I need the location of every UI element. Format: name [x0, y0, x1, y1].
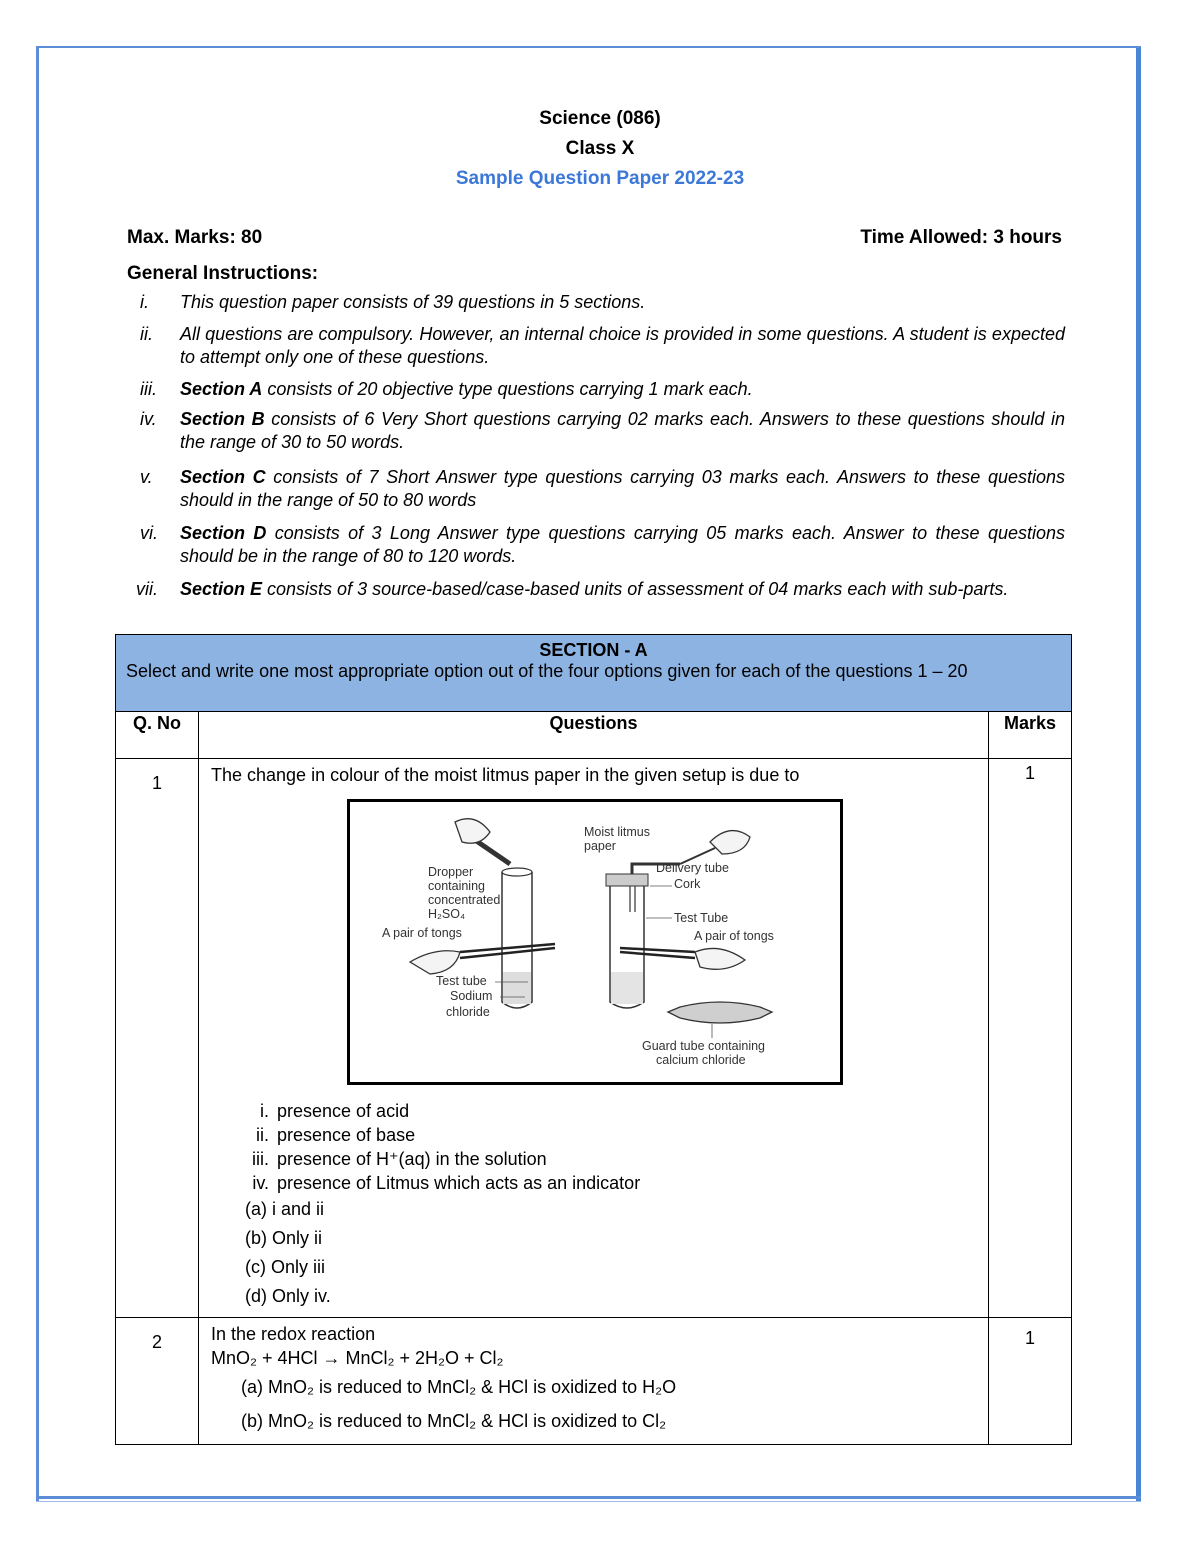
chemical-equation: MnO₂ + 4HCl → MnCl₂ + 2H₂O + Cl₂: [211, 1348, 504, 1368]
question-marks: 1: [989, 1318, 1072, 1445]
table-row: [116, 1318, 1072, 1445]
label-guard-tube: Guard tube containing: [641, 1039, 765, 1053]
list-item: i. presence of acid: [260, 1101, 410, 1121]
list-item: iv. presence of Litmus which acts as an indicator: [252, 1173, 641, 1193]
label-dropper: Dropper: [427, 865, 473, 879]
label-containing: containing: [427, 879, 485, 893]
left-tube-mouth: [502, 868, 532, 876]
page-border-right: [1136, 46, 1141, 1502]
section-header: [116, 635, 1072, 712]
label-test-tube-left: Test tube: [435, 974, 487, 988]
question-number: 1: [116, 759, 199, 1318]
label-moist-litmus: Moist litmus: [583, 825, 650, 839]
label-paper: paper: [583, 839, 616, 853]
option-item: (d) Only iv.: [245, 1286, 331, 1306]
section-title: SECTION - A: [539, 640, 648, 660]
page-border-left: [36, 46, 39, 1502]
label-h2so4: H₂SO₄: [427, 907, 465, 921]
col-questions: Questions: [199, 712, 989, 759]
paper-title: Sample Question Paper 2022-23: [455, 168, 745, 189]
question-body: [199, 759, 989, 1318]
instruction-item: vii. Section E consists of 3 source-based/case-based units of assessment of 04 marks each with sub-parts.: [136, 579, 1009, 599]
label-chloride: chloride: [445, 1005, 490, 1019]
label-sodium: Sodium: [449, 989, 492, 1003]
subject-title: Science (086): [539, 108, 661, 129]
instruction-item: v. Section C consists of 7 Short Answer type questions carrying 03 marks each. Answers to these questions should in the range of 50 to 80 words: [140, 467, 1065, 510]
col-marks: Marks: [989, 712, 1072, 759]
question-marks: 1: [989, 759, 1072, 1318]
right-tongs: [620, 948, 695, 958]
table-row: [116, 759, 1072, 1318]
label-test-tube-right: Test Tube: [673, 911, 728, 925]
right-tube-fill: [611, 972, 643, 1004]
instruction-item: i. This question paper consists of 39 questions in 5 sections.: [140, 292, 646, 312]
guard-tube: [668, 1002, 772, 1023]
label-calcium-chloride: calcium chloride: [655, 1053, 746, 1067]
question-body: [199, 1318, 989, 1445]
cork: [606, 874, 648, 886]
experiment-figure: [347, 799, 843, 1085]
statement-list: [231, 1099, 978, 1195]
col-qno: Q. No: [116, 712, 199, 759]
label-concentrated: concentrated: [427, 893, 500, 907]
right-hand-bottom: [695, 948, 745, 969]
class-title: Class X: [565, 138, 635, 159]
label-tongs-right: A pair of tongs: [693, 929, 774, 943]
list-item: iii. presence of H⁺(aq) in the solution: [252, 1149, 547, 1169]
left-tongs: [460, 944, 555, 958]
time-allowed: Time Allowed: 3 hours: [860, 227, 1062, 248]
experiment-diagram: [350, 802, 840, 1082]
left-hand-bottom: [410, 951, 460, 974]
dropper: [475, 840, 510, 864]
option-item: (a) MnO₂ is reduced to MnCl₂ & HCl is oxidized to H₂O: [241, 1377, 677, 1397]
option-list: [245, 1195, 978, 1311]
general-instructions-heading: General Instructions:: [127, 263, 319, 284]
section-instruction: Select and write one most appropriate option out of the four options given for each of the questions 1 – 20: [126, 661, 968, 681]
left-hand-top: [455, 819, 490, 844]
sodium-chloride-fill: [503, 972, 531, 1004]
label-tongs-left: A pair of tongs: [381, 926, 462, 940]
instruction-item: iv. Section B consists of 6 Very Short questions carrying 02 marks each. Answers to these questions should in the range of 30 to 50 words.: [140, 409, 1066, 452]
column-header-row: [116, 712, 1072, 759]
max-marks: Max. Marks: 80: [127, 227, 263, 248]
list-item: ii. presence of base: [256, 1125, 416, 1145]
question-text: In the redox reaction: [211, 1324, 376, 1344]
right-hand-top: [710, 831, 750, 854]
label-delivery-tube: Delivery tube: [655, 861, 729, 875]
question-number: 2: [116, 1318, 199, 1445]
page-border-bottom-inner: [36, 1501, 1141, 1502]
instruction-item: ii. All questions are compulsory. However, an internal choice is provided in some questions. A student is expected to attempt only one of these questions.: [140, 324, 1065, 367]
instruction-item: iii. Section A consists of 20 objective type questions carrying 1 mark each.: [140, 379, 753, 399]
instruction-item: vi. Section D consists of 3 Long Answer type questions carrying 05 marks each. Answer to these questions should be in the range of 80 to 120 words.: [140, 523, 1065, 566]
question-text: The change in colour of the moist litmus paper in the given setup is due to: [211, 765, 800, 785]
page-border-top: [36, 46, 1141, 48]
option-list: [241, 1370, 978, 1438]
label-cork: Cork: [673, 877, 700, 891]
delivery-tube-inner: [630, 886, 635, 912]
question-table: [115, 634, 1072, 1445]
option-item: (a) i and ii: [245, 1199, 325, 1219]
option-item: (b) MnO₂ is reduced to MnCl₂ & HCl is oxidized to Cl₂: [241, 1411, 667, 1431]
page-border-bottom: [36, 1496, 1141, 1499]
option-item: (b) Only ii: [245, 1228, 323, 1248]
option-item: (c) Only iii: [245, 1257, 326, 1277]
